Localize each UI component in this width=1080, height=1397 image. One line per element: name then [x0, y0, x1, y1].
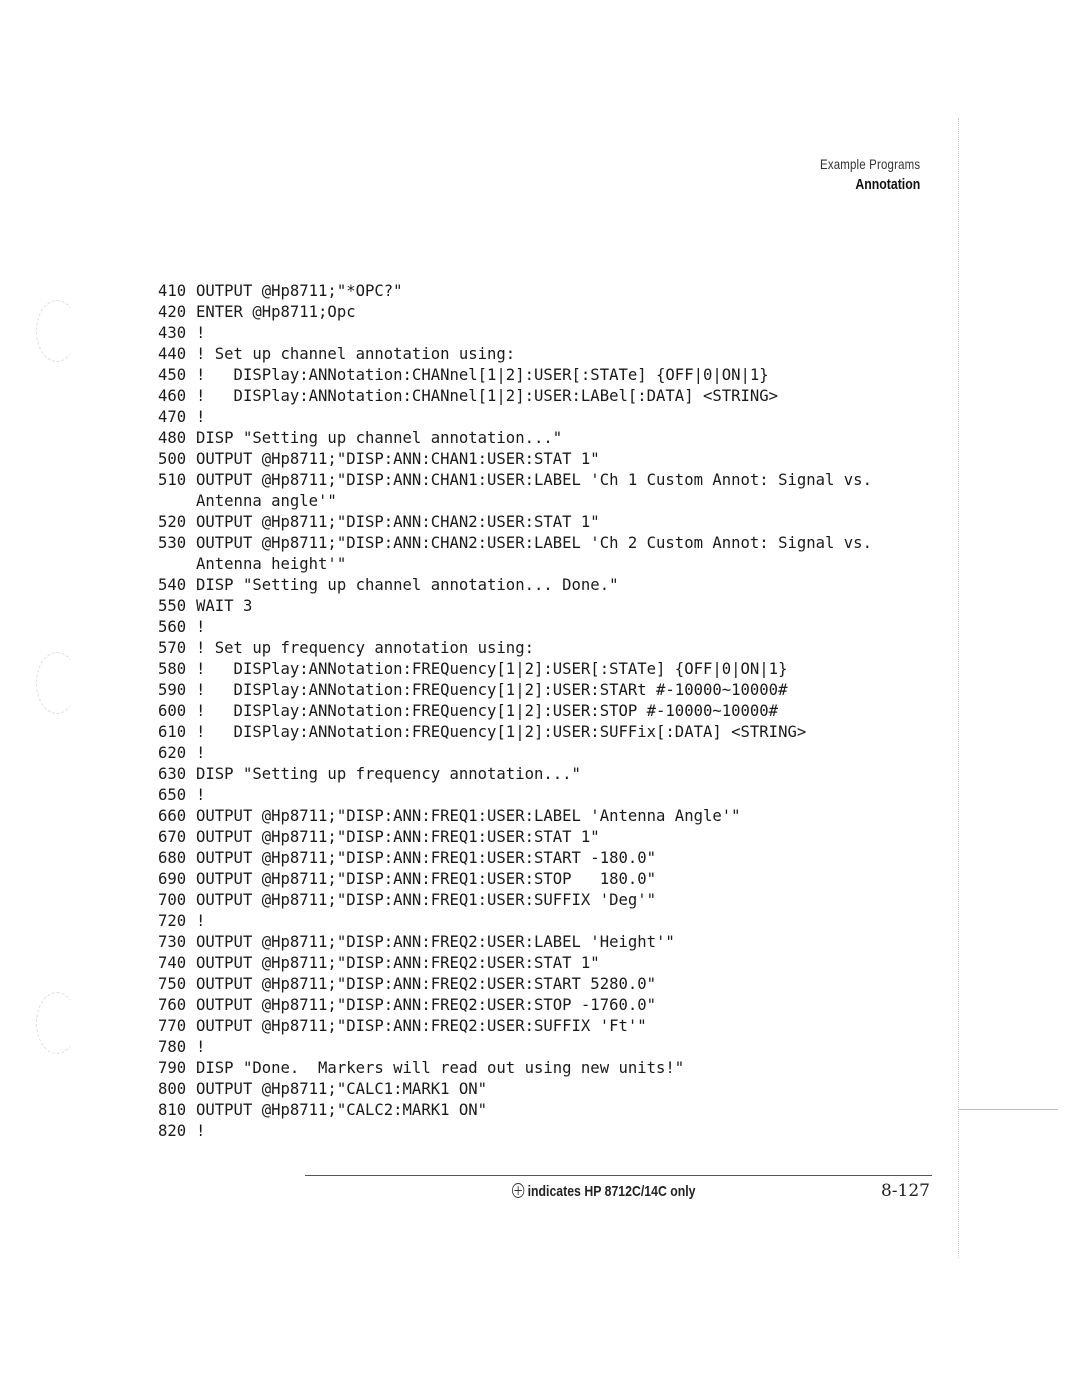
- code-text: OUTPUT @Hp8711;"CALC2:MARK1 ON": [196, 1101, 488, 1119]
- code-line: [158, 659, 872, 680]
- line-number: 570: [158, 639, 187, 657]
- line-number: 410: [158, 282, 187, 300]
- code-text: OUTPUT @Hp8711;"DISP:ANN:FREQ2:USER:START 5280.0": [196, 975, 657, 993]
- line-number: 610: [158, 723, 187, 741]
- line-number: 800: [158, 1080, 187, 1098]
- line-number: 740: [158, 954, 187, 972]
- code-text: !: [196, 912, 206, 930]
- code-text: OUTPUT @Hp8711;"DISP:ANN:CHAN1:USER:LABEL 'Ch 1 Custom Annot: Signal vs.: [196, 471, 872, 489]
- code-line: [158, 1058, 872, 1079]
- code-line: [158, 701, 872, 722]
- hp-8712c-14c-icon: [512, 1183, 524, 1198]
- code-line: [158, 533, 872, 554]
- code-line: [158, 638, 872, 659]
- footer-note-text: indicates HP 8712C/14C only: [527, 1183, 696, 1200]
- line-number: 440: [158, 345, 187, 363]
- code-text: OUTPUT @Hp8711;"*OPC?": [196, 282, 403, 300]
- line-number: 460: [158, 387, 187, 405]
- line-number: 690: [158, 870, 187, 888]
- code-text: DISP "Setting up channel annotation... Done.": [196, 576, 619, 594]
- line-number: 650: [158, 786, 187, 804]
- code-line: [158, 743, 872, 764]
- code-line: [158, 827, 872, 848]
- code-line: [158, 281, 872, 302]
- code-text: OUTPUT @Hp8711;"DISP:ANN:FREQ2:USER:SUFFIX 'Ft'": [196, 1017, 647, 1035]
- page-number: 8-127: [880, 1181, 930, 1201]
- code-text: !: [196, 1038, 206, 1056]
- code-line: [158, 911, 872, 932]
- code-listing: [158, 281, 872, 1142]
- code-text: ! DISPlay:ANNotation:FREQuency[1|2]:USER[:STATe] {OFF|0|ON|1}: [196, 660, 788, 678]
- code-text: OUTPUT @Hp8711;"DISP:ANN:FREQ1:USER:STOP 180.0": [196, 870, 657, 888]
- code-line: [158, 428, 872, 449]
- topic-title: Annotation: [855, 176, 920, 193]
- code-text: !: [196, 744, 206, 762]
- line-number: 720: [158, 912, 187, 930]
- line-number: 780: [158, 1038, 187, 1056]
- code-text: DISP "Done. Markers will read out using new units!": [196, 1059, 685, 1077]
- scan-page-edge: [958, 118, 959, 1258]
- line-number: 420: [158, 303, 187, 321]
- code-text: !: [196, 1122, 206, 1140]
- line-number: 550: [158, 597, 187, 615]
- code-text: DISP "Setting up channel annotation...": [196, 429, 563, 447]
- line-number: 810: [158, 1101, 187, 1119]
- line-number: 660: [158, 807, 187, 825]
- code-text: ! DISPlay:ANNotation:FREQuency[1|2]:USER:STARt #-10000~10000#: [196, 681, 788, 699]
- code-line: [158, 554, 872, 575]
- footer-rule: [305, 1175, 932, 1176]
- footer-note: [512, 1183, 696, 1200]
- code-text: ! Set up frequency annotation using:: [196, 639, 534, 657]
- code-line: [158, 512, 872, 533]
- code-line: [158, 995, 872, 1016]
- line-number: 470: [158, 408, 187, 426]
- code-text: !: [196, 618, 206, 636]
- code-text: !: [196, 786, 206, 804]
- line-number: 540: [158, 576, 187, 594]
- punch-hole-mark: [36, 300, 78, 362]
- code-line: [158, 974, 872, 995]
- line-number: 750: [158, 975, 187, 993]
- code-line: [158, 869, 872, 890]
- code-text: OUTPUT @Hp8711;"CALC1:MARK1 ON": [196, 1080, 488, 1098]
- code-text: OUTPUT @Hp8711;"DISP:ANN:CHAN1:USER:STAT 1": [196, 450, 600, 468]
- code-line: [158, 1079, 872, 1100]
- line-number: 730: [158, 933, 187, 951]
- code-line: [158, 449, 872, 470]
- code-line: [158, 785, 872, 806]
- code-text: OUTPUT @Hp8711;"DISP:ANN:FREQ1:USER:SUFFIX 'Deg'": [196, 891, 657, 909]
- code-text: OUTPUT @Hp8711;"DISP:ANN:FREQ2:USER:STAT 1": [196, 954, 600, 972]
- line-number: 520: [158, 513, 187, 531]
- line-number: 820: [158, 1122, 187, 1140]
- code-text: OUTPUT @Hp8711;"DISP:ANN:FREQ1:USER:LABEL 'Antenna Angle'": [196, 807, 741, 825]
- code-line: [158, 848, 872, 869]
- code-text: ! DISPlay:ANNotation:FREQuency[1|2]:USER:STOP #-10000~10000#: [196, 702, 779, 720]
- code-line: [158, 323, 872, 344]
- code-line: [158, 344, 872, 365]
- code-text: Antenna angle'": [196, 492, 337, 510]
- line-number: 700: [158, 891, 187, 909]
- line-number: 430: [158, 324, 187, 342]
- line-number: 510: [158, 471, 187, 489]
- code-text: OUTPUT @Hp8711;"DISP:ANN:FREQ2:USER:LABEL 'Height'": [196, 933, 675, 951]
- line-number: 530: [158, 534, 187, 552]
- code-line: [158, 407, 872, 428]
- code-text: OUTPUT @Hp8711;"DISP:ANN:FREQ1:USER:START -180.0": [196, 849, 657, 867]
- code-text: ENTER @Hp8711;Opc: [196, 303, 356, 321]
- code-text: ! DISPlay:ANNotation:FREQuency[1|2]:USER:SUFFix[:DATA] <STRING>: [196, 723, 807, 741]
- line-number: 760: [158, 996, 187, 1014]
- code-line: [158, 680, 872, 701]
- code-line: [158, 932, 872, 953]
- code-line: [158, 890, 872, 911]
- code-line: [158, 365, 872, 386]
- code-text: OUTPUT @Hp8711;"DISP:ANN:FREQ1:USER:STAT 1": [196, 828, 600, 846]
- code-text: OUTPUT @Hp8711;"DISP:ANN:CHAN2:USER:LABEL 'Ch 2 Custom Annot: Signal vs.: [196, 534, 872, 552]
- punch-hole-mark: [36, 652, 78, 714]
- code-line: [158, 386, 872, 407]
- code-line: [158, 575, 872, 596]
- code-text: ! DISPlay:ANNotation:CHANnel[1|2]:USER:LABel[:DATA] <STRING>: [196, 387, 779, 405]
- code-line: [158, 953, 872, 974]
- code-text: OUTPUT @Hp8711;"DISP:ANN:FREQ2:USER:STOP -1760.0": [196, 996, 657, 1014]
- code-line: [158, 1016, 872, 1037]
- line-number: 680: [158, 849, 187, 867]
- code-text: Antenna height'": [196, 555, 347, 573]
- line-number: 450: [158, 366, 187, 384]
- code-line: [158, 806, 872, 827]
- code-line: [158, 1037, 872, 1058]
- code-text: DISP "Setting up frequency annotation...": [196, 765, 581, 783]
- code-line: [158, 1100, 872, 1121]
- line-number: 620: [158, 744, 187, 762]
- running-header: [798, 154, 920, 196]
- code-text: OUTPUT @Hp8711;"DISP:ANN:CHAN2:USER:STAT 1": [196, 513, 600, 531]
- section-title: Example Programs: [819, 156, 920, 172]
- code-line: [158, 764, 872, 785]
- line-number: [158, 554, 196, 575]
- code-line: [158, 491, 872, 512]
- code-text: ! DISPlay:ANNotation:CHANnel[1|2]:USER[:STATe] {OFF|0|ON|1}: [196, 366, 769, 384]
- code-text: !: [196, 324, 206, 342]
- line-number: 630: [158, 765, 187, 783]
- line-number: 500: [158, 450, 187, 468]
- code-line: [158, 722, 872, 743]
- code-line: [158, 302, 872, 323]
- code-text: WAIT 3: [196, 597, 253, 615]
- line-number: [158, 491, 196, 512]
- code-line: [158, 596, 872, 617]
- punch-hole-mark: [36, 992, 78, 1054]
- code-text: ! Set up channel annotation using:: [196, 345, 516, 363]
- line-number: 580: [158, 660, 187, 678]
- line-number: 480: [158, 429, 187, 447]
- line-number: 770: [158, 1017, 187, 1035]
- code-text: !: [196, 408, 206, 426]
- code-line: [158, 617, 872, 638]
- line-number: 790: [158, 1059, 187, 1077]
- line-number: 560: [158, 618, 187, 636]
- scan-edge-mark: [958, 1109, 1058, 1110]
- line-number: 590: [158, 681, 187, 699]
- code-line: [158, 470, 872, 491]
- line-number: 670: [158, 828, 187, 846]
- line-number: 600: [158, 702, 187, 720]
- code-line: [158, 1121, 872, 1142]
